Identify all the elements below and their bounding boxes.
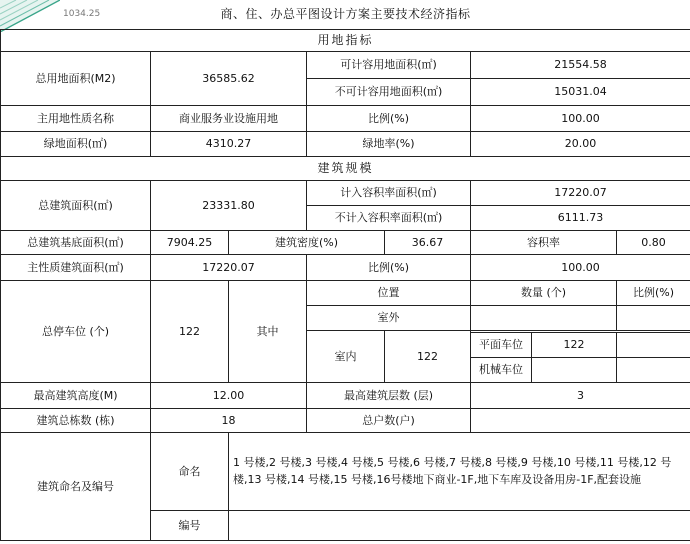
parking-total: 122 xyxy=(151,280,229,382)
max-height-value: 12.00 xyxy=(151,382,307,408)
density-value: 36.67 xyxy=(385,230,471,254)
naming-name-label: 命名 xyxy=(151,432,229,510)
coordinate-label: 1034.25 xyxy=(63,9,101,19)
parking-label: 总停车位 (个) xyxy=(1,280,151,382)
main-land-use-label: 主用地性质名称 xyxy=(1,105,151,131)
parking-row xyxy=(1,280,690,305)
max-floors-label: 最高建筑层数 (层) xyxy=(307,382,471,408)
surface-parking-label: 平面车位 xyxy=(471,332,532,357)
mechanical-parking-ratio xyxy=(617,357,690,382)
land-ratio-label: 比例(%) xyxy=(307,105,471,131)
base-area-value: 7904.25 xyxy=(151,230,229,254)
far-area-value: 17220.07 xyxy=(471,180,690,205)
main-floor-area-label: 主性质建筑面积(㎡) xyxy=(1,254,151,280)
naming-label: 建筑命名及编号 xyxy=(1,432,151,540)
households-label: 总户数(户) xyxy=(307,408,471,432)
parking-outdoor-label: 室外 xyxy=(307,305,471,330)
table-row xyxy=(1,254,690,280)
parking-outdoor-ratio xyxy=(617,305,690,330)
table-row xyxy=(1,105,690,131)
max-floors-value: 3 xyxy=(471,382,690,408)
green-area-value: 4310.27 xyxy=(151,131,307,156)
parking-among-label: 其中 xyxy=(229,280,307,382)
density-label: 建筑密度(%) xyxy=(229,230,385,254)
table-row xyxy=(1,51,690,78)
title-row xyxy=(1,0,690,29)
parking-count-header: 数量 (个) xyxy=(471,280,617,305)
building-count-value: 18 xyxy=(151,408,307,432)
parking-indoor-value: 122 xyxy=(385,330,471,382)
base-area-label: 总建筑基底面积(㎡) xyxy=(1,230,151,254)
mechanical-parking-label: 机械车位 xyxy=(471,357,532,382)
buildable-land-label: 可计容用地面积(㎡) xyxy=(307,51,471,78)
total-land-area-value: 36585.62 xyxy=(151,51,307,105)
building-section-row xyxy=(1,156,690,180)
non-buildable-land-value: 15031.04 xyxy=(471,78,690,105)
table-row xyxy=(1,131,690,156)
building-section-header: 建筑规模 xyxy=(1,156,690,180)
parking-location-header: 位置 xyxy=(307,280,471,305)
building-count-label: 建筑总栋数 (栋) xyxy=(1,408,151,432)
green-area-label: 绿地面积(㎡) xyxy=(1,131,151,156)
far-value: 0.80 xyxy=(617,230,690,254)
naming-number-label: 编号 xyxy=(151,510,229,540)
surface-parking-ratio xyxy=(617,332,690,357)
table-row xyxy=(1,382,690,408)
households-value xyxy=(471,408,690,432)
total-floor-area-label: 总建筑面积(㎡) xyxy=(1,180,151,230)
total-floor-area-value: 23331.80 xyxy=(151,180,307,230)
land-section-row xyxy=(1,29,690,51)
land-ratio-value: 100.00 xyxy=(471,105,690,131)
main-land-use-value: 商业服务业设施用地 xyxy=(151,105,307,131)
building-ratio-label: 比例(%) xyxy=(307,254,471,280)
total-land-area-label: 总用地面积(M2) xyxy=(1,51,151,105)
land-section-header: 用地指标 xyxy=(1,29,690,51)
naming-number-value xyxy=(229,510,690,540)
non-far-area-value: 6111.73 xyxy=(471,205,690,230)
table-row xyxy=(1,432,690,510)
green-rate-label: 绿地率(%) xyxy=(307,131,471,156)
far-label: 容积率 xyxy=(471,230,617,254)
table-title: 商、住、办总平图设计方案主要技术经济指标 xyxy=(1,0,690,29)
table-row xyxy=(1,408,690,432)
table-row xyxy=(1,180,690,205)
surface-parking-value: 122 xyxy=(532,332,617,357)
main-floor-area-value: 17220.07 xyxy=(151,254,307,280)
far-area-label: 计入容积率面积(㎡) xyxy=(307,180,471,205)
naming-name-value: 1 号楼,2 号楼,3 号楼,4 号楼,5 号楼,6 号楼,7 号楼,8 号楼,9 号楼,10 号楼,11 号楼,12 号楼,13 号楼,14 号楼,15 号楼,16号楼地下商业-1F,地下车库及设备用房-1F,配套设施 xyxy=(229,432,690,510)
table-row xyxy=(1,230,690,254)
mechanical-parking-value xyxy=(532,357,617,382)
non-buildable-land-label: 不可计容用地面积(㎡) xyxy=(307,78,471,105)
non-far-area-label: 不计入容积率面积(㎡) xyxy=(307,205,471,230)
building-ratio-value: 100.00 xyxy=(471,254,690,280)
buildable-land-value: 21554.58 xyxy=(471,51,690,78)
parking-indoor-label: 室内 xyxy=(307,330,385,382)
parking-ratio-header: 比例(%) xyxy=(617,280,690,305)
green-rate-value: 20.00 xyxy=(471,131,690,156)
max-height-label: 最高建筑高度(M) xyxy=(1,382,151,408)
parking-outdoor-count xyxy=(471,305,617,330)
